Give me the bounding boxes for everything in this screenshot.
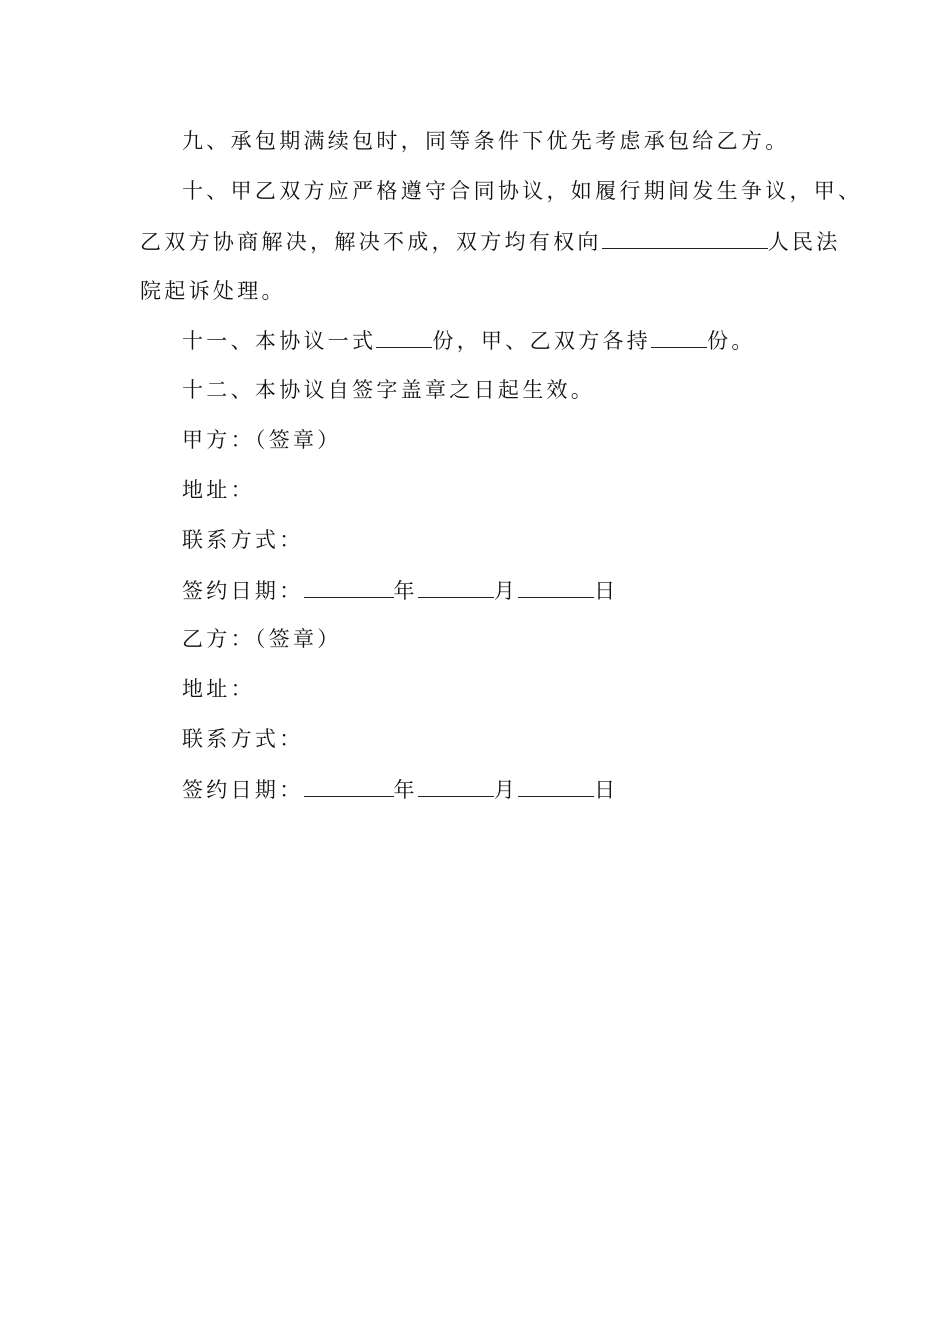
party-b-year-label: 年 [393,778,418,802]
clause-nine-text: 九、承包期满续包时，同等条件下优先考虑承包给乙方。 [182,129,790,153]
party-a-address [182,477,862,503]
clause-eleven-text-c: 份。 [707,329,756,353]
party-b-date [182,776,862,803]
party-a-day-label: 日 [594,579,619,603]
party-b-month-blank[interactable] [418,776,494,797]
court-name-blank[interactable] [602,228,768,249]
clause-ten-line3 [140,278,820,304]
party-b-date-label: 签约日期： [182,778,304,802]
clause-ten-text-3: 院起诉处理。 [140,279,286,303]
party-b-month-label: 月 [493,778,519,802]
copies-each-blank[interactable] [651,327,707,348]
party-b-address [182,676,862,702]
party-b-day-label: 日 [594,778,619,802]
clause-ten-text-1: 十、甲乙双方应严格遵守合同协议，如履行期间发生争议，甲、 [182,179,863,203]
party-b-address-label: 地址： [182,677,255,701]
clause-eleven-text-a: 十一、本协议一式 [182,329,377,353]
party-a-contact [182,527,862,553]
party-a-month-blank[interactable] [418,577,494,598]
party-a-title-text: 甲方：（签章） [182,428,342,452]
party-a-year-blank[interactable] [304,577,394,598]
party-a-contact-label: 联系方式： [182,528,304,552]
clause-twelve-text: 十二、本协议自签字盖章之日起生效。 [182,378,596,402]
copies-total-blank[interactable] [376,327,432,348]
party-b-day-blank[interactable] [518,776,594,797]
clause-nine [182,128,862,154]
clause-ten-text-2a: 乙双方协商解决，解决不成，双方均有权向 [140,230,602,254]
party-b-title-text: 乙方：（签章） [182,627,342,651]
clause-ten-line1 [182,178,862,204]
party-b-contact [182,726,862,752]
party-a-month-label: 月 [493,579,519,603]
party-a-date [182,577,862,604]
clause-ten-line2 [140,228,841,255]
party-b-contact-label: 联系方式： [182,727,304,751]
clause-twelve [182,377,862,403]
party-a-date-label: 签约日期： [182,579,304,603]
clause-ten-text-2b: 人民法 [767,230,841,254]
party-a-address-label: 地址： [182,478,255,502]
party-a-year-label: 年 [393,579,418,603]
clause-eleven-text-b: 份，甲、乙双方各持 [432,329,652,353]
party-a-title [182,427,862,453]
party-b-year-blank[interactable] [304,776,394,797]
party-a-day-blank[interactable] [518,577,594,598]
clause-eleven [182,327,862,354]
party-b-title [182,626,862,652]
